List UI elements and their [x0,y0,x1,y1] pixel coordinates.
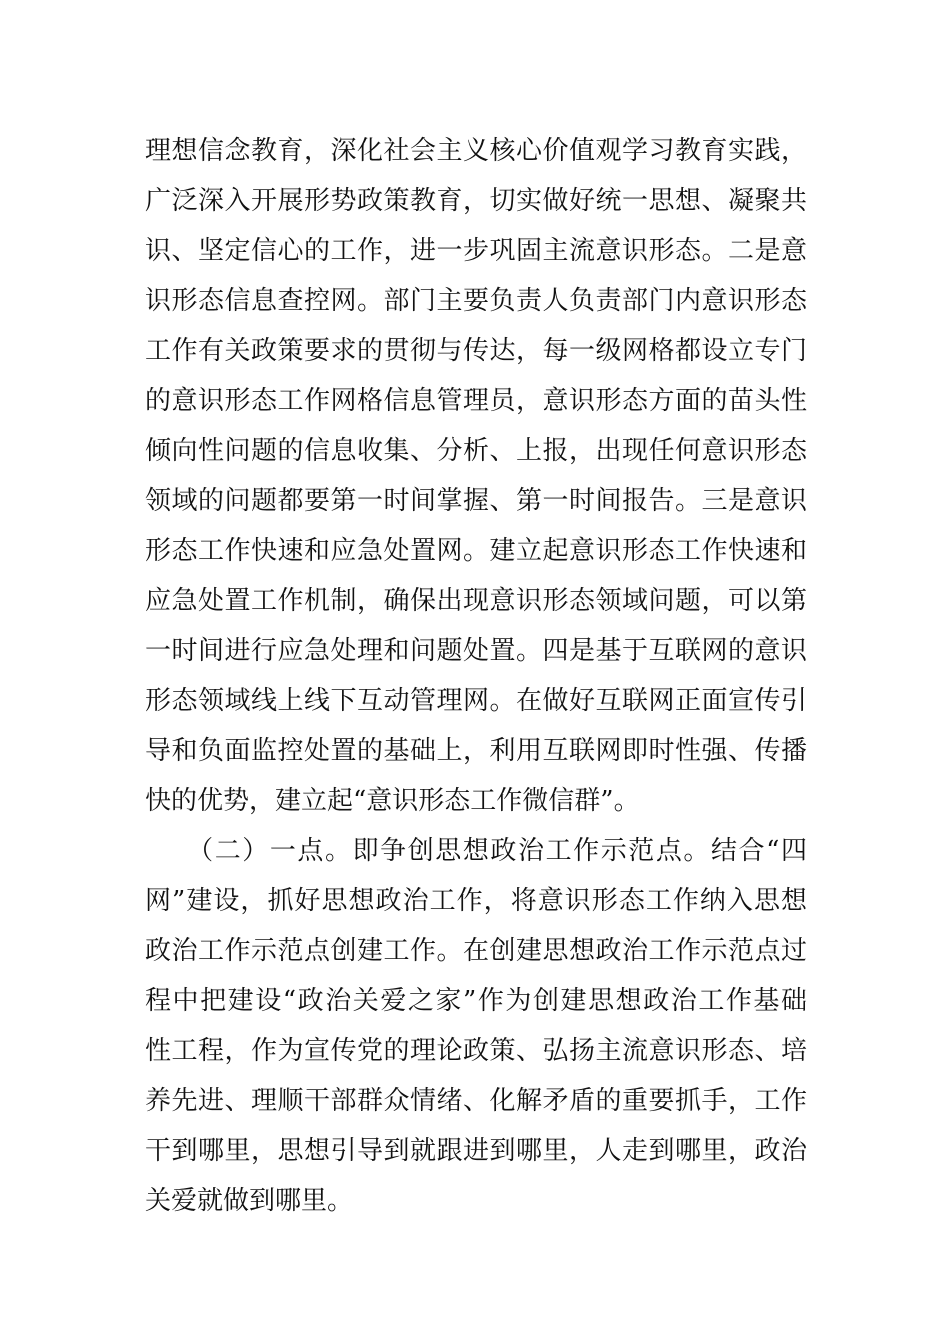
paragraph-line: 养先进、理顺干部群众情绪、化解矛盾的重要抓手，工作 [145,1086,807,1116]
paragraph-2 [145,826,807,1226]
paragraph-line: 关爱就做到哪里。 [145,1186,354,1216]
paragraph-line: 快的优势，建立起“意识形态工作微信群”。 [145,786,640,816]
paragraph-line: 工作有关政策要求的贯彻与传达，每一级网格都设立专门 [145,336,807,366]
paragraph-line: 理想信念教育，深化社会主义核心价值观学习教育实践， [145,136,807,166]
paragraph-line: 广泛深入开展形势政策教育，切实做好统一思想、凝聚共 [145,186,807,216]
paragraph-line: 的意识形态工作网格信息管理员，意识形态方面的苗头性 [145,386,807,416]
paragraph-line: 性工程，作为宣传党的理论政策、弘扬主流意识形态、培 [145,1036,807,1066]
paragraph-line: （二）一点。即争创思想政治工作示范点。结合“四 [145,836,807,866]
paragraph-line: 领域的问题都要第一时间掌握、第一时间报告。三是意识 [145,486,807,516]
paragraph-line: 识形态信息查控网。部门主要负责人负责部门内意识形态 [145,286,807,316]
paragraph-line: 网”建设，抓好思想政治工作，将意识形态工作纳入思想 [145,886,807,916]
paragraph-line: 政治工作示范点创建工作。在创建思想政治工作示范点过 [145,936,807,966]
paragraph-line: 识、坚定信心的工作，进一步巩固主流意识形态。二是意 [145,236,807,266]
paragraph-line: 形态工作快速和应急处置网。建立起意识形态工作快速和 [145,536,807,566]
paragraph-line: 导和负面监控处置的基础上，利用互联网即时性强、传播 [145,736,807,766]
paragraph-line: 一时间进行应急处理和问题处置。四是基于互联网的意识 [145,636,807,666]
paragraph-line: 倾向性问题的信息收集、分析、上报，出现任何意识形态 [145,436,807,466]
paragraph-line: 应急处置工作机制，确保出现意识形态领域问题，可以第 [145,586,807,616]
paragraph-line: 干到哪里，思想引导到就跟进到哪里，人走到哪里，政治 [145,1136,807,1166]
paragraph-1 [145,126,807,826]
paragraph-line: 程中把建设“政治关爱之家”作为创建思想政治工作基础 [145,986,807,1016]
paragraph-line: 形态领域线上线下互动管理网。在做好互联网正面宣传引 [145,686,807,716]
